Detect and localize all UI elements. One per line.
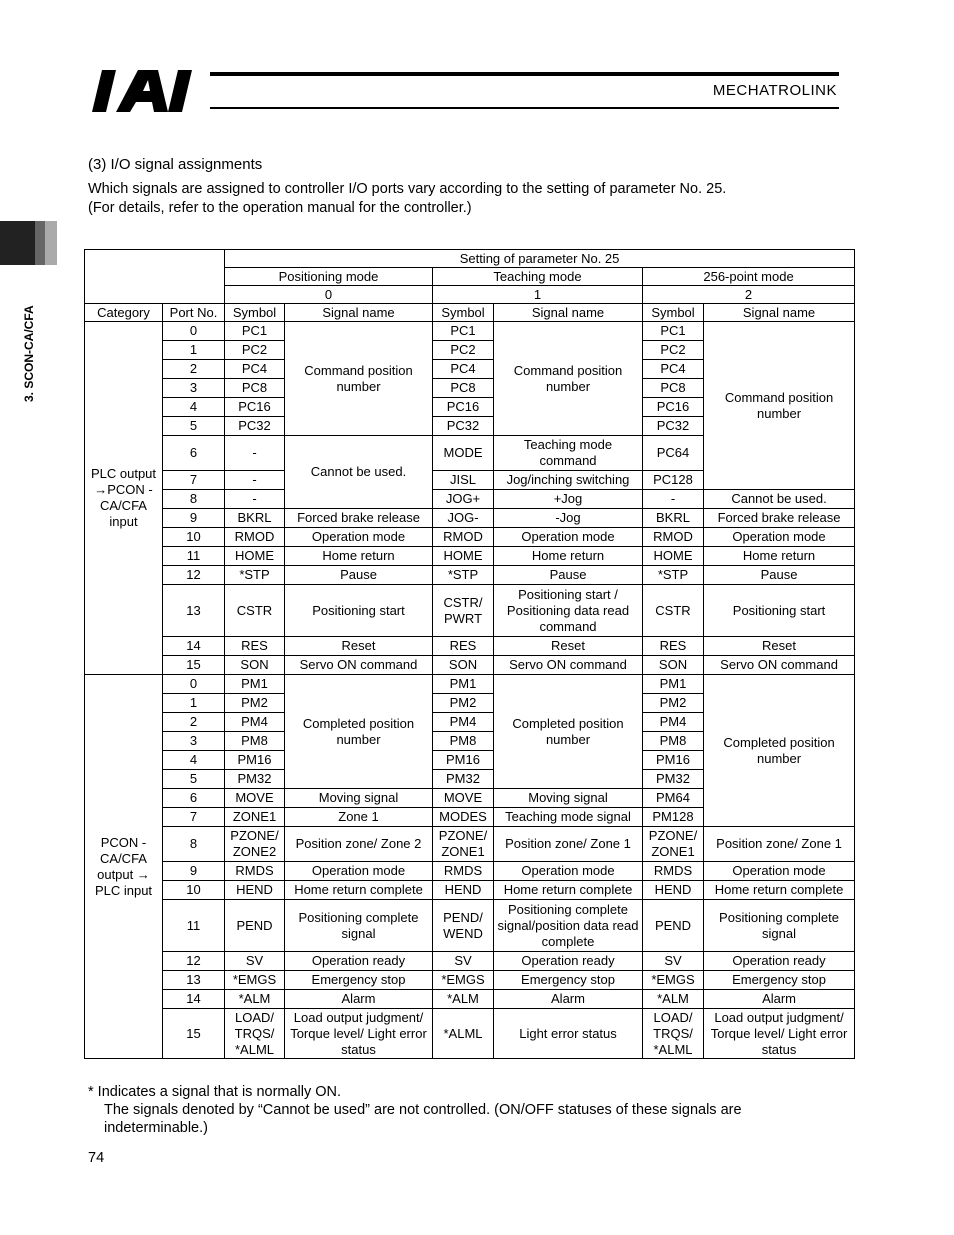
mode-teaching: Teaching mode (433, 268, 643, 286)
symbol-teaching: PEND/ WEND (433, 900, 494, 952)
signal-name-positioning: Operation mode (285, 528, 433, 547)
port-number: 9 (163, 862, 225, 881)
symbol-positioning: - (225, 471, 285, 490)
port-number: 8 (163, 827, 225, 862)
input-row (85, 490, 855, 509)
port-number: 0 (163, 322, 225, 341)
symbol-256-point: PM64 (643, 789, 704, 808)
signal-name-teaching: Reset (494, 637, 643, 656)
symbol-positioning: CSTR (225, 585, 285, 637)
signal-name-256-point: Operation ready (704, 952, 855, 971)
symbol-256-point: LOAD/ TRQS/ *ALML (643, 1009, 704, 1059)
symbol-256-point: PC128 (643, 471, 704, 490)
symbol-teaching: *ALML (433, 1009, 494, 1059)
port-number: 3 (163, 732, 225, 751)
port-number: 3 (163, 379, 225, 398)
symbol-teaching: JOG+ (433, 490, 494, 509)
symbol-256-point: PC8 (643, 379, 704, 398)
intro-text (88, 180, 726, 218)
col-signal-name: Signal name (494, 304, 643, 322)
symbol-256-point: SV (643, 952, 704, 971)
signal-name-positioning: Operation mode (285, 862, 433, 881)
symbol-positioning: PM16 (225, 751, 285, 770)
col-symbol: Symbol (433, 304, 494, 322)
signal-name-positioning: Moving signal (285, 789, 433, 808)
port-number: 4 (163, 398, 225, 417)
symbol-256-point: PC1 (643, 322, 704, 341)
symbol-positioning: PC2 (225, 341, 285, 360)
symbol-teaching: PM2 (433, 694, 494, 713)
port-number: 10 (163, 881, 225, 900)
symbol-256-point: PM16 (643, 751, 704, 770)
port-number: 13 (163, 585, 225, 637)
symbol-teaching: PM1 (433, 675, 494, 694)
signal-name-256-point: Emergency stop (704, 971, 855, 990)
symbol-teaching: *STP (433, 566, 494, 585)
output-row (85, 971, 855, 990)
col-symbol: Symbol (643, 304, 704, 322)
command-position-name: Command position number (704, 322, 855, 490)
symbol-256-point: - (643, 490, 704, 509)
symbol-256-point: *EMGS (643, 971, 704, 990)
symbol-positioning: HOME (225, 547, 285, 566)
symbol-teaching: PC2 (433, 341, 494, 360)
command-position-name: Command position number (285, 322, 433, 436)
symbol-256-point: PM2 (643, 694, 704, 713)
signal-name-256-point: Operation mode (704, 862, 855, 881)
header-rule-thick (210, 72, 839, 76)
symbol-teaching: PM32 (433, 770, 494, 789)
input-row (85, 322, 855, 341)
symbol-teaching: *EMGS (433, 971, 494, 990)
symbol-positioning: RMDS (225, 862, 285, 881)
cannot-be-used: Cannot be used. (285, 436, 433, 509)
signal-name-teaching: Positioning start / Positioning data read command (494, 585, 643, 637)
signal-name-256-point: Home return complete (704, 881, 855, 900)
signal-name-positioning: Positioning start (285, 585, 433, 637)
symbol-256-point: PC2 (643, 341, 704, 360)
mode-value-2: 2 (643, 286, 855, 304)
output-row (85, 827, 855, 862)
symbol-positioning: SON (225, 656, 285, 675)
port-number: 14 (163, 637, 225, 656)
intro-line-2: (For details, refer to the operation manual for the controller.) (88, 200, 472, 216)
chapter-side-label: 3. SCON-CA/CFA (22, 305, 36, 402)
port-number: 12 (163, 566, 225, 585)
output-row (85, 900, 855, 952)
port-number: 2 (163, 360, 225, 379)
output-row (85, 675, 855, 694)
signal-name-teaching: -Jog (494, 509, 643, 528)
signal-name-256-point: Pause (704, 566, 855, 585)
completed-position-name: Completed position number (285, 675, 433, 789)
signal-name-teaching: Light error status (494, 1009, 643, 1059)
port-number: 13 (163, 971, 225, 990)
port-number: 12 (163, 952, 225, 971)
symbol-256-point: PM32 (643, 770, 704, 789)
signal-name-teaching: +Jog (494, 490, 643, 509)
section-title: (3) I/O signal assignments (88, 156, 263, 173)
port-number: 5 (163, 770, 225, 789)
mode-256-point: 256-point mode (643, 268, 855, 286)
signal-name-256-point: Alarm (704, 990, 855, 1009)
symbol-positioning: ZONE1 (225, 808, 285, 827)
signal-name-teaching: Moving signal (494, 789, 643, 808)
port-number: 7 (163, 808, 225, 827)
intro-line-1: Which signals are assigned to controller I/O ports vary according to the setting of parameter No. 25. (88, 181, 727, 197)
symbol-teaching: CSTR/ PWRT (433, 585, 494, 637)
symbol-teaching: SON (433, 656, 494, 675)
symbol-positioning: - (225, 436, 285, 471)
symbol-positioning: PC4 (225, 360, 285, 379)
output-row (85, 862, 855, 881)
signal-name-positioning: Home return (285, 547, 433, 566)
signal-name-256-point: Home return (704, 547, 855, 566)
symbol-256-point: HEND (643, 881, 704, 900)
completed-position-name: Completed position number (494, 675, 643, 789)
symbol-teaching: PC8 (433, 379, 494, 398)
signal-name-teaching: Position zone/ Zone 1 (494, 827, 643, 862)
signal-name-teaching: Home return (494, 547, 643, 566)
port-number: 1 (163, 341, 225, 360)
symbol-teaching: MOVE (433, 789, 494, 808)
signal-name-positioning: Load output judgment/ Torque level/ Light error status (285, 1009, 433, 1059)
symbol-positioning: PZONE/ ZONE2 (225, 827, 285, 862)
symbol-positioning: *STP (225, 566, 285, 585)
symbol-positioning: HEND (225, 881, 285, 900)
port-number: 11 (163, 900, 225, 952)
signal-name-teaching: Servo ON command (494, 656, 643, 675)
port-number: 15 (163, 656, 225, 675)
symbol-teaching: MODE (433, 436, 494, 471)
input-row (85, 509, 855, 528)
symbol-positioning: PM1 (225, 675, 285, 694)
iai-logo (92, 70, 204, 112)
symbol-positioning: BKRL (225, 509, 285, 528)
symbol-256-point: CSTR (643, 585, 704, 637)
signal-name-teaching: Emergency stop (494, 971, 643, 990)
symbol-teaching: SV (433, 952, 494, 971)
symbol-teaching: PC1 (433, 322, 494, 341)
signal-name-256-point: Positioning start (704, 585, 855, 637)
output-row (85, 990, 855, 1009)
port-number: 14 (163, 990, 225, 1009)
signal-name-positioning: Pause (285, 566, 433, 585)
port-number: 15 (163, 1009, 225, 1059)
signal-name-teaching: Teaching mode signal (494, 808, 643, 827)
param-header: Setting of parameter No. 25 (225, 250, 855, 268)
symbol-teaching: PC32 (433, 417, 494, 436)
port-number: 9 (163, 509, 225, 528)
symbol-256-point: RMDS (643, 862, 704, 881)
symbol-positioning: - (225, 490, 285, 509)
signal-name-teaching: Positioning complete signal/position data read complete (494, 900, 643, 952)
port-number: 7 (163, 471, 225, 490)
port-number: 11 (163, 547, 225, 566)
symbol-256-point: PM1 (643, 675, 704, 694)
port-number: 8 (163, 490, 225, 509)
input-row (85, 637, 855, 656)
symbol-teaching: PM4 (433, 713, 494, 732)
symbol-teaching: HOME (433, 547, 494, 566)
port-number: 10 (163, 528, 225, 547)
symbol-256-point: PC16 (643, 398, 704, 417)
col-signal-name: Signal name (704, 304, 855, 322)
output-row (85, 881, 855, 900)
symbol-positioning: PM8 (225, 732, 285, 751)
port-number: 1 (163, 694, 225, 713)
signal-name-positioning: Zone 1 (285, 808, 433, 827)
output-row (85, 1009, 855, 1059)
completed-position-name: Completed position number (704, 675, 855, 827)
output-row (85, 952, 855, 971)
input-row (85, 528, 855, 547)
symbol-256-point: HOME (643, 547, 704, 566)
signal-name-256-point: Servo ON command (704, 656, 855, 675)
signal-name-256-point: Reset (704, 637, 855, 656)
symbol-256-point: RES (643, 637, 704, 656)
port-number: 2 (163, 713, 225, 732)
symbol-positioning: PM2 (225, 694, 285, 713)
signal-name-teaching: Operation mode (494, 528, 643, 547)
mode-value-0: 0 (225, 286, 433, 304)
signal-name-positioning: Servo ON command (285, 656, 433, 675)
symbol-256-point: PC32 (643, 417, 704, 436)
symbol-positioning: PEND (225, 900, 285, 952)
symbol-256-point: PC64 (643, 436, 704, 471)
symbol-256-point: SON (643, 656, 704, 675)
symbol-256-point: BKRL (643, 509, 704, 528)
signal-name-teaching: Alarm (494, 990, 643, 1009)
signal-name-teaching: Home return complete (494, 881, 643, 900)
symbol-positioning: PC1 (225, 322, 285, 341)
signal-name-256-point: Forced brake release (704, 509, 855, 528)
header-blank-cell (85, 250, 225, 304)
mode-value-1: 1 (433, 286, 643, 304)
signal-name-teaching: Operation ready (494, 952, 643, 971)
symbol-teaching: RMDS (433, 862, 494, 881)
signal-name-positioning: Home return complete (285, 881, 433, 900)
symbol-256-point: PEND (643, 900, 704, 952)
signal-name-256-point: Position zone/ Zone 1 (704, 827, 855, 862)
input-category-cell: PLC output →PCON -CA/CFA input (85, 322, 163, 675)
symbol-positioning: *ALM (225, 990, 285, 1009)
input-row (85, 585, 855, 637)
port-number: 0 (163, 675, 225, 694)
signal-name-256-point: Load output judgment/ Torque level/ Light error status (704, 1009, 855, 1059)
input-row (85, 566, 855, 585)
signal-name-positioning: Position zone/ Zone 2 (285, 827, 433, 862)
symbol-256-point: PM128 (643, 808, 704, 827)
symbol-256-point: RMOD (643, 528, 704, 547)
symbol-256-point: PC4 (643, 360, 704, 379)
symbol-positioning: LOAD/ TRQS/ *ALML (225, 1009, 285, 1059)
signal-name-teaching: Jog/inching switching (494, 471, 643, 490)
input-row (85, 547, 855, 566)
symbol-256-point: PM4 (643, 713, 704, 732)
symbol-teaching: JOG- (433, 509, 494, 528)
symbol-teaching: PM16 (433, 751, 494, 770)
input-row (85, 656, 855, 675)
output-category-cell: PCON -CA/CFA output → PLC input (85, 675, 163, 1059)
mode-positioning: Positioning mode (225, 268, 433, 286)
symbol-teaching: JISL (433, 471, 494, 490)
signal-name-positioning: Alarm (285, 990, 433, 1009)
signal-name-positioning: Positioning complete signal (285, 900, 433, 952)
io-signal-table (84, 249, 855, 1059)
page-number: 74 (88, 1150, 105, 1166)
col-category: Category (85, 304, 163, 322)
symbol-teaching: PC4 (433, 360, 494, 379)
symbol-teaching: PZONE/ ZONE1 (433, 827, 494, 862)
signal-name-positioning: Operation ready (285, 952, 433, 971)
symbol-teaching: RMOD (433, 528, 494, 547)
header-label: MECHATROLINK (712, 82, 837, 99)
col-signal-name: Signal name (285, 304, 433, 322)
symbol-positioning: PC32 (225, 417, 285, 436)
symbol-positioning: PM32 (225, 770, 285, 789)
symbol-teaching: MODES (433, 808, 494, 827)
signal-name-positioning: Forced brake release (285, 509, 433, 528)
signal-name-positioning: Emergency stop (285, 971, 433, 990)
signal-name-positioning: Reset (285, 637, 433, 656)
footnote-3: indeterminable.) (104, 1120, 208, 1136)
symbol-positioning: PC8 (225, 379, 285, 398)
footnote-2: The signals denoted by “Cannot be used” are not controlled. (ON/OFF statuses of these signals are (104, 1102, 742, 1118)
symbol-teaching: HEND (433, 881, 494, 900)
symbol-positioning: PC16 (225, 398, 285, 417)
symbol-positioning: PM4 (225, 713, 285, 732)
col-port: Port No. (163, 304, 225, 322)
symbol-teaching: PM8 (433, 732, 494, 751)
symbol-256-point: PM8 (643, 732, 704, 751)
symbol-teaching: *ALM (433, 990, 494, 1009)
symbol-teaching: RES (433, 637, 494, 656)
signal-name-256-point: Cannot be used. (704, 490, 855, 509)
signal-name-teaching: Pause (494, 566, 643, 585)
symbol-256-point: *STP (643, 566, 704, 585)
footnotes (88, 1083, 742, 1137)
chapter-tab (0, 221, 57, 265)
col-symbol: Symbol (225, 304, 285, 322)
signal-name-256-point: Operation mode (704, 528, 855, 547)
port-number: 6 (163, 436, 225, 471)
symbol-positioning: RMOD (225, 528, 285, 547)
signal-name-256-point: Positioning complete signal (704, 900, 855, 952)
port-number: 6 (163, 789, 225, 808)
footnote-1: * Indicates a signal that is normally ON. (88, 1084, 342, 1100)
symbol-positioning: MOVE (225, 789, 285, 808)
signal-name-teaching: Teaching mode command (494, 436, 643, 471)
symbol-256-point: PZONE/ ZONE1 (643, 827, 704, 862)
symbol-positioning: *EMGS (225, 971, 285, 990)
command-position-name: Command position number (494, 322, 643, 436)
header-rule-thin (210, 107, 839, 109)
symbol-positioning: RES (225, 637, 285, 656)
port-number: 5 (163, 417, 225, 436)
symbol-positioning: SV (225, 952, 285, 971)
symbol-256-point: *ALM (643, 990, 704, 1009)
symbol-teaching: PC16 (433, 398, 494, 417)
signal-name-teaching: Operation mode (494, 862, 643, 881)
port-number: 4 (163, 751, 225, 770)
